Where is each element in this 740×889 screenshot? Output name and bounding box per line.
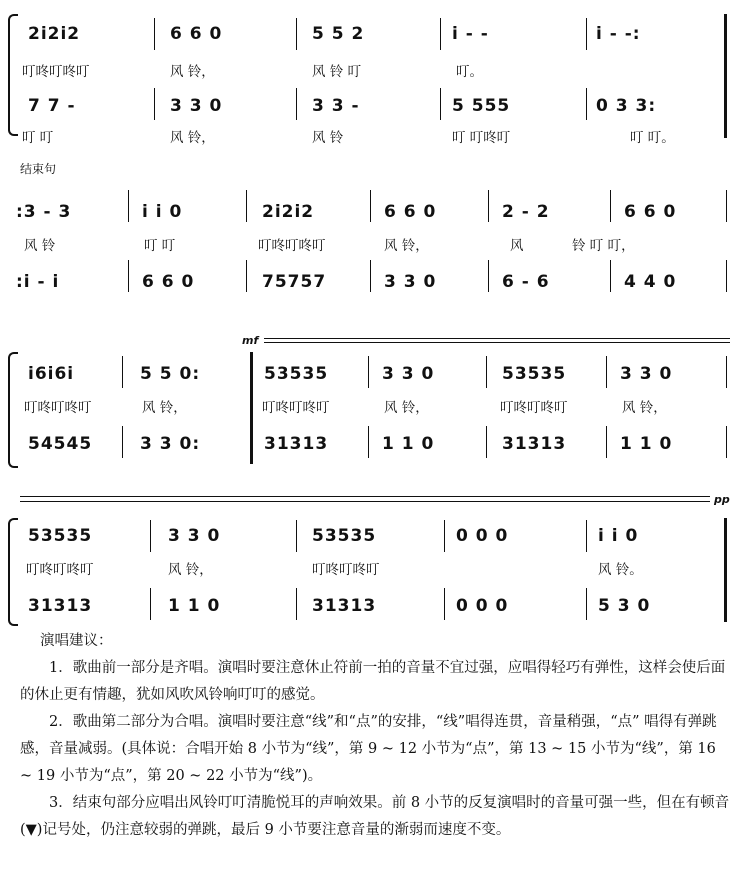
- barline: [586, 520, 587, 552]
- measure-numbers: 3 3 0: [170, 96, 223, 116]
- measure-numbers: 7 7 -: [28, 96, 76, 116]
- suggestion-item: 2．歌曲第二部分为合唱。演唱时要注意“线”和“点”的安排，“线”唱得连贯，音量稍强，“点” 唱得有弹跳感，音量减弱。(具体说：合唱开始 8 小节为“线”，第 9 ~ 12 小节为“点”，第 13 ~ 15 小节为“线”，第 16 ~ 19 小节为“点”，第 20 ~ 22 小节为“线”)。: [20, 714, 717, 784]
- measure-numbers: 2 - 2: [502, 202, 550, 222]
- measure-numbers: 3 3 0: [168, 526, 221, 546]
- measure-numbers: 31313: [28, 596, 93, 616]
- score-system-1: [0, 0, 740, 160]
- measure-numbers: 3 3 -: [312, 96, 360, 116]
- lyric: 风 铃。: [598, 562, 643, 578]
- system-brace: [8, 14, 18, 136]
- barline: [368, 356, 369, 388]
- measure-numbers: 3 3 0: [384, 272, 437, 292]
- dynamic-line: [20, 496, 710, 497]
- measure-numbers: 3 3 0: [382, 364, 435, 384]
- barline: [440, 88, 441, 120]
- lyric: 风 铃，: [170, 64, 215, 80]
- lyric: 叮 叮: [144, 238, 176, 254]
- measure-numbers: 2i2i2: [262, 202, 315, 222]
- barline: [606, 356, 607, 388]
- dynamic-pp: pp: [714, 493, 730, 506]
- lyric: 叮咚叮咚叮: [312, 562, 380, 578]
- repeat-barline: [250, 352, 253, 464]
- measure-numbers: 0 0 0: [456, 596, 509, 616]
- barline: [586, 88, 587, 120]
- barline: [606, 426, 607, 458]
- lyric: 叮 叮: [22, 130, 54, 146]
- measure-numbers: 2i2i2: [28, 24, 81, 44]
- barline: [440, 18, 441, 50]
- barline: [296, 588, 297, 620]
- barline: [486, 356, 487, 388]
- barline: [154, 88, 155, 120]
- barline: [610, 190, 611, 222]
- suggestions-title: 演唱建议：: [40, 633, 113, 649]
- measure-numbers: 6 6 0: [384, 202, 437, 222]
- score-system-4: [0, 512, 740, 622]
- measure-numbers: 6 6 0: [142, 272, 195, 292]
- measure-numbers: i - -:: [596, 24, 641, 44]
- barline: [368, 426, 369, 458]
- barline: [726, 190, 727, 222]
- barline: [128, 190, 129, 222]
- measure-numbers: 53535: [502, 364, 567, 384]
- measure-numbers: 53535: [28, 526, 93, 546]
- lyric: 叮咚叮咚叮: [500, 400, 568, 416]
- suggestion-item: 1．歌曲前一部分是齐唱。演唱时要注意休止符前一拍的音量不宜过强，应唱得轻巧有弹性，这样会使后面的休止更有情趣，犹如风吹风铃响叮叮的感觉。: [20, 660, 726, 703]
- lyric: 叮咚叮咚叮: [22, 64, 90, 80]
- lyric: 风 铃，: [384, 400, 429, 416]
- barline: [296, 88, 297, 120]
- barline: [128, 260, 129, 292]
- lyric: 风 铃，: [168, 562, 213, 578]
- measure-numbers: 75757: [262, 272, 327, 292]
- lyric: 铃 叮 叮，: [572, 238, 635, 254]
- barline: [370, 260, 371, 292]
- lyric: 叮咚叮咚叮: [262, 400, 330, 416]
- measure-numbers: :i - i: [16, 272, 60, 292]
- lyric: 风 铃: [24, 238, 56, 254]
- barline: [122, 426, 123, 458]
- measure-numbers: 5 5 2: [312, 24, 365, 44]
- measure-numbers: 53535: [312, 526, 377, 546]
- barline: [586, 588, 587, 620]
- lyric: 风: [510, 238, 524, 254]
- measure-numbers: 1 1 0: [168, 596, 221, 616]
- dynamic-line: [20, 501, 710, 502]
- performance-suggestions: [20, 628, 730, 844]
- measure-numbers: 5 3 0: [598, 596, 651, 616]
- score-system-2: [0, 180, 740, 300]
- measure-numbers: i6i6i: [28, 364, 75, 384]
- measure-numbers: 6 6 0: [170, 24, 223, 44]
- system-brace: [8, 352, 18, 468]
- lyric: 风 铃，: [142, 400, 187, 416]
- barline: [726, 426, 727, 458]
- barline: [486, 426, 487, 458]
- barline: [726, 260, 727, 292]
- barline: [586, 18, 587, 50]
- dynamic-line: [264, 342, 730, 343]
- barline: [150, 520, 151, 552]
- barline: [296, 18, 297, 50]
- measure-numbers: 31313: [502, 434, 567, 454]
- barline: [726, 356, 727, 388]
- lyric: 风 铃: [312, 130, 344, 146]
- lyric: 风 铃，: [170, 130, 215, 146]
- measure-numbers: 6 - 6: [502, 272, 550, 292]
- ending-label: 结束句: [20, 162, 57, 176]
- barline: [610, 260, 611, 292]
- measure-numbers: i i 0: [598, 526, 639, 546]
- measure-numbers: 0 0 0: [456, 526, 509, 546]
- measure-numbers: 31313: [264, 434, 329, 454]
- barline: [246, 260, 247, 292]
- measure-numbers: 4 4 0: [624, 272, 677, 292]
- lyric: 叮咚叮咚叮: [24, 400, 92, 416]
- barline: [122, 356, 123, 388]
- barline: [370, 190, 371, 222]
- measure-numbers: 3 3 0:: [140, 434, 201, 454]
- barline: [296, 520, 297, 552]
- measure-numbers: 6 6 0: [624, 202, 677, 222]
- lyric: 叮咚叮咚叮: [258, 238, 326, 254]
- lyric: 叮咚叮咚叮: [26, 562, 94, 578]
- measure-numbers: 53535: [264, 364, 329, 384]
- lyric: 风 铃，: [384, 238, 429, 254]
- system-brace: [8, 518, 18, 626]
- dynamic-line: [264, 338, 730, 339]
- suggestion-item: 3．结束句部分应唱出风铃叮叮清脆悦耳的声响效果。前 8 小节的反复演唱时的音量可强一些，但在有顿音(▼)记号处，仍注意较弱的弹跳，最后 9 小节要注意音量的渐弱而速度不变。: [20, 795, 730, 838]
- barline: [444, 520, 445, 552]
- barline: [488, 260, 489, 292]
- lyric: 风 铃，: [622, 400, 667, 416]
- score-system-3: [0, 348, 740, 468]
- measure-numbers: 3 3 0: [620, 364, 673, 384]
- barline: [150, 588, 151, 620]
- lyric: 风 铃 叮: [312, 64, 362, 80]
- measure-numbers: 1 1 0: [620, 434, 673, 454]
- barline: [488, 190, 489, 222]
- measure-numbers: 5 555: [452, 96, 511, 116]
- measure-numbers: 5 5 0:: [140, 364, 201, 384]
- measure-numbers: 1 1 0: [382, 434, 435, 454]
- barline: [246, 190, 247, 222]
- dynamic-mf: mf: [242, 334, 259, 347]
- measure-numbers: :3 - 3: [16, 202, 72, 222]
- measure-numbers: i - -: [452, 24, 489, 44]
- measure-numbers: 54545: [28, 434, 93, 454]
- measure-numbers: i i 0: [142, 202, 183, 222]
- barline: [444, 588, 445, 620]
- lyric: 叮。: [456, 64, 483, 80]
- measure-numbers: 0 3 3:: [596, 96, 657, 116]
- final-barline: [724, 518, 727, 622]
- repeat-barline: [724, 14, 727, 138]
- measure-numbers: 31313: [312, 596, 377, 616]
- lyric: 叮 叮。: [630, 130, 675, 146]
- lyric: 叮 叮咚叮: [452, 130, 511, 146]
- barline: [154, 18, 155, 50]
